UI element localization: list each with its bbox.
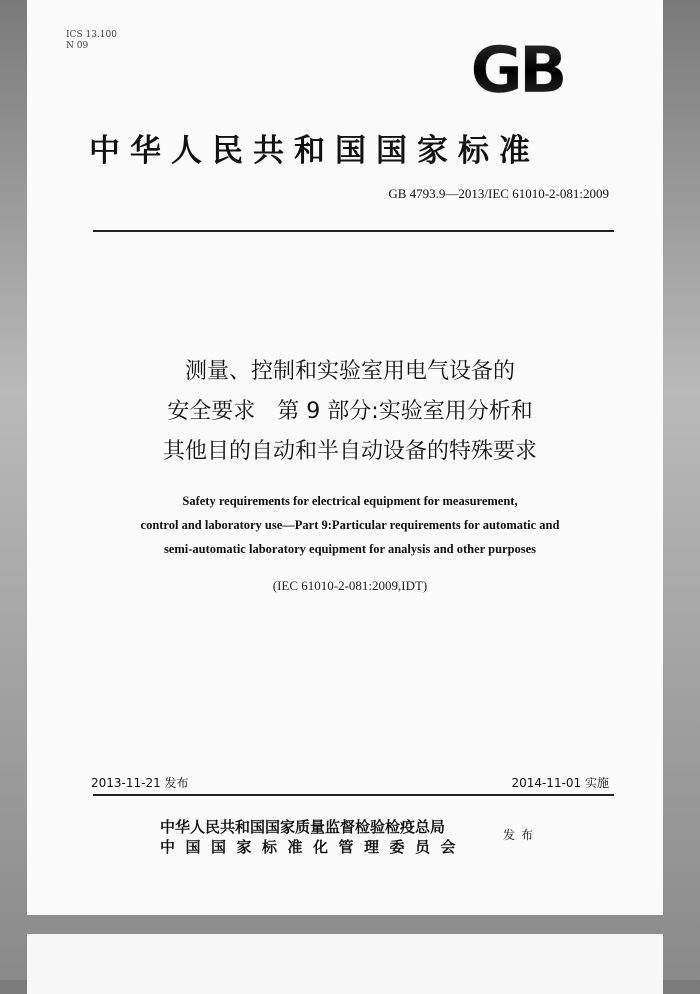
equivalence-note: (IEC 61010-2-081:2009,IDT) [272, 578, 428, 593]
chinese-title-line: 其他目的自动和半自动设备的特殊要求 [162, 439, 537, 464]
classification-codes [66, 30, 117, 52]
english-title-line: Safety requirements for electrical equipment for measurement, [182, 494, 518, 508]
english-title-line: semi-automatic laboratory equipment for analysis and other purposes [163, 542, 537, 556]
implementation-date: 2014-11-01 实施 [511, 776, 609, 790]
publish-label: 发布 [503, 828, 540, 842]
chinese-title-line: 测量、控制和实验室用电气设备的 [184, 359, 515, 384]
logo-text: GB [470, 38, 564, 98]
ccs-code: N 09 [66, 41, 89, 51]
gb-logo [453, 38, 581, 98]
issuer-line: 中华人民共和国国家质量监督检验检疫总局 [160, 818, 446, 836]
issue-date: 2013-11-21 发布 [91, 776, 189, 790]
english-title [60, 489, 640, 561]
chinese-title-line: 安全要求 第 9 部分:实验室用分析和 [167, 399, 533, 424]
english-title-line: control and laboratory use—Part 9:Particular requirements for automatic and [140, 518, 560, 532]
ics-code: ICS 13.100 [66, 30, 117, 40]
national-standard-heading: 中华人民共和国国家标准 [89, 133, 540, 169]
standard-number: GB 4793.9—2013/IEC 61010-2-081:2009 [388, 186, 609, 201]
issuing-authorities [160, 817, 466, 857]
issuer-line: 中国国家标准化管理委员会 [160, 838, 467, 856]
chinese-title [60, 352, 640, 472]
bottom-divider [93, 794, 614, 796]
next-page-edge [27, 934, 663, 994]
top-divider [93, 230, 614, 232]
